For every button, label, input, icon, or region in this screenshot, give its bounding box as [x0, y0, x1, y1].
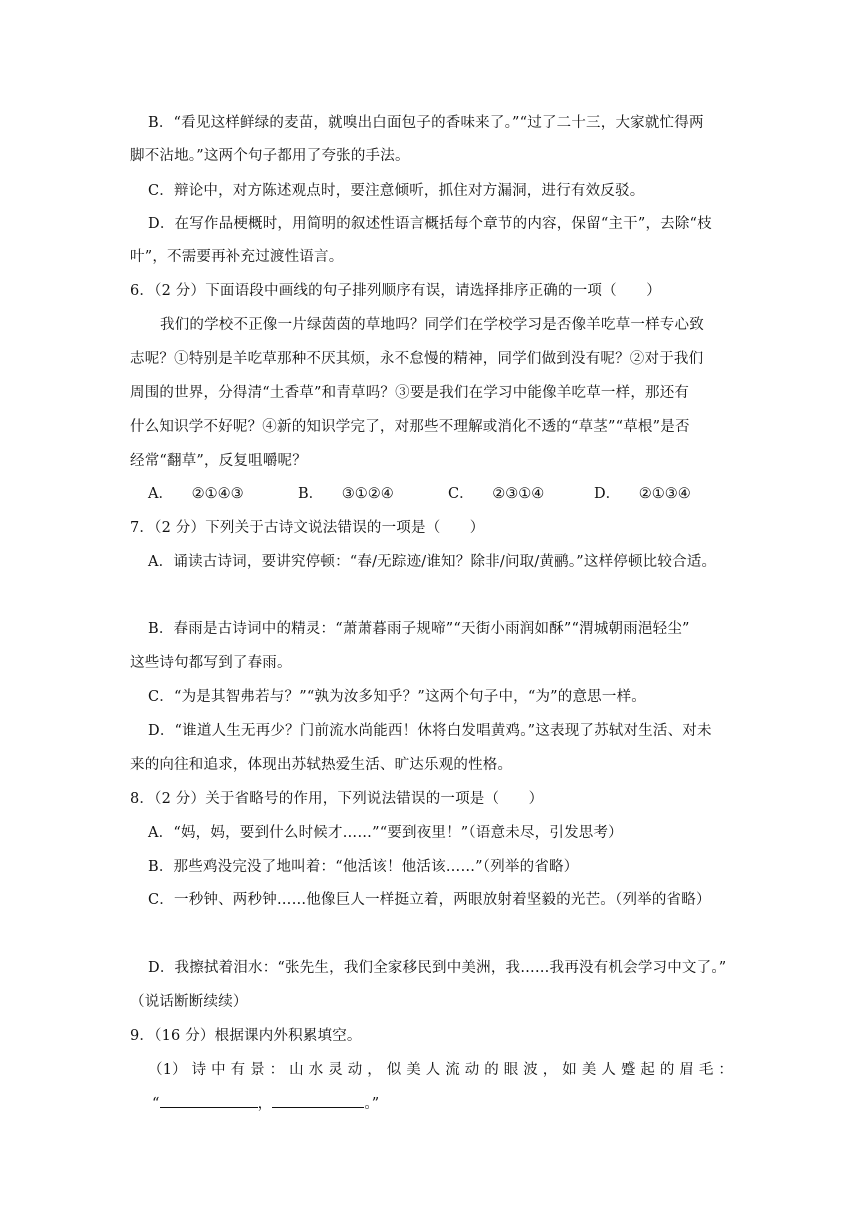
q8-option-b: B．那些鸡没完没了地叫着：“他活该！他活该……”（列举的省略） [148, 859, 579, 875]
q7-stem: 7．（2 分）下列关于古诗文说法错误的一项是（ ） [130, 520, 485, 536]
q6-option-c-label: C． [448, 486, 474, 502]
q9-comma: ， [257, 1096, 273, 1112]
q8-option-d-line1: D．我擦拭着泪水：“张先生，我们全家移民到中美洲，我……我再没有机会学习中文了。” [148, 960, 727, 976]
q6-passage-line5: 经常“翻草”，反复咀嚼呢？ [130, 453, 307, 469]
q7-option-d-line1: D．“谁道人生无再少？门前流水尚能西！休将白发唱黄鸡。”这表现了苏轼对生活、对未 [148, 723, 712, 739]
q7-option-c: C．“为是其智弗若与？”“孰为汝多知乎？”这两个句子中，“为”的意思一样。 [148, 689, 646, 705]
q5-option-b-line2: 脚不沾地。”这两个句子都用了夸张的手法。 [130, 148, 410, 164]
q5-option-c: C．辩论中，对方陈述观点时，要注意倾听，抓住对方漏洞，进行有效反驳。 [148, 183, 645, 199]
q9-sub1-line2 [152, 1093, 379, 1115]
q9-open-quote: “ [152, 1096, 160, 1112]
q9-stem: 9．（16 分）根据课内外积累填空。 [130, 1028, 362, 1044]
q6-option-b-text: ③①②④ [341, 486, 394, 502]
q6-option-a[interactable] [148, 483, 244, 505]
q6-option-c-text: ②③①④ [492, 486, 545, 502]
q9-sub1-line1: （1） 诗 中 有 景 ： 山 水 灵 动 ， 似 美 人 流 动 的 眼 波 ， 如 美 人 蹙 起 的 眉 毛 ： [148, 1062, 734, 1078]
q8-option-a: A．“妈，妈，要到什么时候才……”“要到夜里！”（语意未尽，引发思考） [148, 825, 623, 841]
q6-passage-line3: 周围的世界，分得清“土香草”和青草吗？③要是我们在学习中能像羊吃草一样，那还有 [130, 385, 690, 401]
q6-passage-line4: 什么知识学不好呢？④新的知识学完了，对那些不理解或消化不透的“草茎”“草根”是否 [130, 419, 690, 435]
q6-stem: 6．（2 分）下面语段中画线的句子排列顺序有误，请选择排序正确的一项（ ） [130, 283, 661, 299]
q7-option-a: A．诵读古诗词，要讲究停顿：“春/无踪迹/谁知？除非/问取/黄鹂。”这样停顿比较合适。 [148, 554, 717, 570]
q6-option-b-label: B． [298, 486, 324, 502]
q6-passage-line2: 志呢？①特别是羊吃草那种不厌其烦，永不怠慢的精神，同学们做到没有呢？②对于我们 [130, 351, 704, 367]
q5-option-b-line1: B．“看见这样鲜绿的麦苗，就嗅出白面包子的香味来了。”“过了二十三，大家就忙得两 [148, 115, 704, 131]
q6-passage-line1: 我们的学校不正像一片绿茵茵的草地吗？同学们在学校学习是否像羊吃草一样专心致 [160, 317, 704, 333]
q8-option-d-line2: （说话断断续续） [130, 994, 248, 1010]
q6-option-a-label: A． [148, 486, 173, 502]
q8-stem: 8．（2 分）关于省略号的作用，下列说法错误的一项是（ ） [130, 791, 544, 807]
q9-close-quote: 。” [364, 1096, 380, 1112]
q9-answer-blank-2[interactable] [272, 1093, 364, 1108]
q5-option-d-line2: 叶”，不需要再补充过渡性语言。 [130, 249, 344, 265]
q7-option-b-line2: 这些诗句都写到了春雨。 [130, 655, 292, 671]
q8-option-c: C．一秒钟、两秒钟……他像巨人一样挺立着，两眼放射着坚毅的光芒。（列举的省略） [148, 892, 711, 908]
q6-option-d-label: D． [594, 486, 621, 502]
q7-option-d-line2: 来的向往和追求，体现出苏轼热爱生活、旷达乐观的性格。 [130, 757, 513, 773]
q6-option-c[interactable] [448, 483, 544, 505]
q6-option-d-text: ②①③④ [638, 486, 691, 502]
q7-option-b-line1: B．春雨是古诗词中的精灵：“萧萧暮雨子规啼”“天街小雨润如酥”“渭城朝雨浥轻尘” [148, 621, 690, 637]
q9-answer-blank-1[interactable] [160, 1093, 258, 1108]
q6-option-b[interactable] [298, 483, 394, 505]
q6-option-d[interactable] [594, 483, 691, 505]
q6-option-a-text: ②①④③ [191, 486, 244, 502]
q5-option-d-line1: D．在写作品梗概时，用简明的叙述性语言概括每个章节的内容，保留“主干”，去除“枝 [148, 216, 712, 232]
